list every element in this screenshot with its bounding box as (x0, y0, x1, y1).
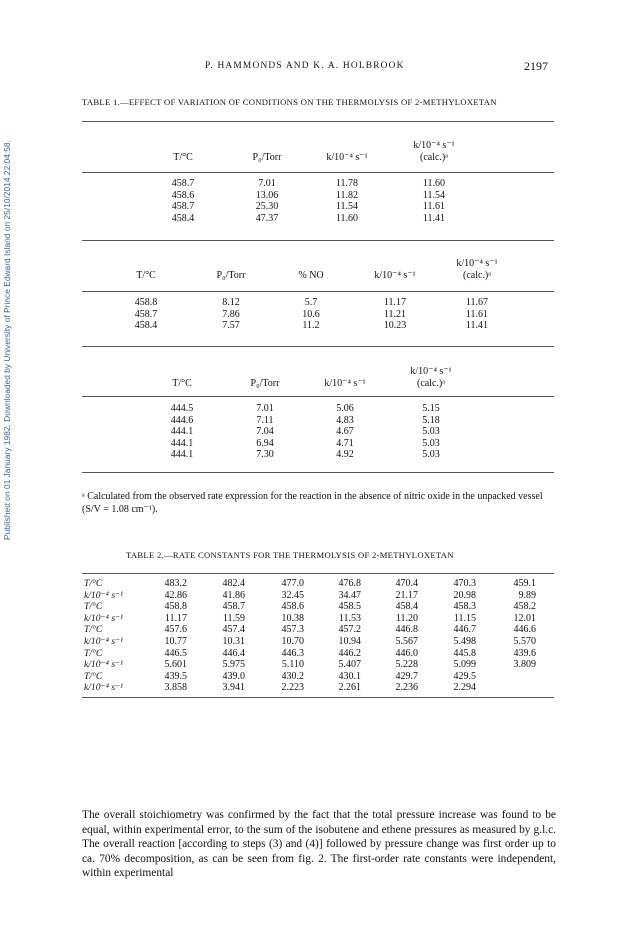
table1-cell: 11.54 (335, 201, 359, 212)
table1-cell: 5.7 (304, 297, 318, 308)
table2-cell: 458.5 (338, 601, 361, 613)
table2-cell: 5.601 (164, 659, 187, 671)
table1-cell: 5.03 (422, 437, 440, 449)
publication-note: Published on 01 January 1982. Downloaded by University of Prince Edward Island on 25/10/2014 22:04:58. (2, 140, 12, 540)
table1-cell: 11.2 (302, 320, 320, 331)
page-number: 2197 (524, 59, 548, 73)
table1-cell: 11.17 (383, 297, 407, 308)
column-header-calc: (calc.)ᵃ (463, 270, 491, 281)
table2-cell: 470.4 (395, 578, 418, 589)
table2-cell: 3.809 (513, 659, 536, 671)
table-rule (82, 240, 554, 241)
table1-cell: 444.1 (170, 426, 194, 437)
table2-cell: 446.8 (395, 624, 418, 636)
table2-cell: 5.110 (281, 659, 304, 671)
row-label: k/10⁻⁴ s⁻¹ (84, 659, 123, 671)
table1-cell: 458.6 (171, 189, 195, 201)
table1-caption: TABLE 1.—EFFECT OF VARIATION OF CONDITIONS ON THE THERMOLYSIS OF 2-METHYLOXETAN (82, 97, 497, 107)
table1-cell: 4.71 (336, 437, 354, 449)
table2-cell: 2.223 (281, 682, 304, 694)
column-header-calc: (calc.)ᵃ (420, 152, 448, 163)
column-header: P₀/Torr (252, 152, 282, 163)
row-label: T/°C (84, 624, 103, 636)
table2-cell: 430.1 (338, 670, 361, 682)
body-paragraph-text: The overall stoichiometry was confirmed by the fact that the total pressure increase was found to be equal, within experimental error, to the sum of the isobutene and ethene pressures as measured by g.l.c. The overall reaction [according to steps (3) and (4)] followed by pressure change was first order up to ca. 70% decomposition, as can be seen from fig. 2. The first-order rate constants were independent, within experimental (82, 809, 556, 880)
table2-cell: 11.15 (453, 612, 476, 624)
table1-cell: 11.82 (335, 189, 359, 201)
table1-cell: 7.01 (258, 178, 276, 189)
column-header: k/10⁻⁴ s⁻¹ (326, 152, 368, 163)
table1-cell: 444.6 (170, 414, 194, 426)
column-header-calc: (calc.)ᵃ (417, 378, 445, 389)
table1-cell: 11.21 (383, 308, 407, 320)
table1-cell: 11.61 (422, 201, 446, 212)
table1-cell: 458.8 (134, 297, 158, 308)
table1-cell: 11.67 (465, 297, 489, 308)
table1-cell: 11.78 (335, 178, 359, 189)
table1-cell: 4.67 (336, 426, 354, 437)
table1-cell: 11.61 (465, 308, 489, 320)
table2-cell: 5.407 (338, 659, 361, 671)
table2-cell: 5.570 (513, 636, 536, 647)
table2-cell: 446.5 (164, 647, 187, 659)
table1-cell: 10.23 (383, 320, 407, 331)
table-rule (82, 697, 554, 698)
table2-cell: 457.3 (281, 624, 304, 636)
table2-cell: 458.8 (164, 601, 187, 613)
table-rule (82, 291, 554, 292)
table-rule (82, 472, 554, 473)
table2-cell: 2.236 (395, 682, 418, 694)
table2-cell: 10.94 (338, 636, 361, 647)
table1-cell: 458.4 (134, 320, 158, 331)
table1-cell: 7.86 (222, 308, 240, 320)
column-header: P₀/Torr (216, 270, 246, 281)
column-header: k/10⁻⁴ s⁻¹ (456, 258, 498, 269)
row-label: T/°C (84, 578, 103, 589)
table-rule (82, 573, 554, 574)
table2-cell: 446.4 (222, 647, 245, 659)
table1-cell: 7.57 (222, 320, 240, 331)
table2-caption: TABLE 2.—RATE CONSTANTS FOR THE THERMOLYSIS OF 2-METHYLOXETAN (126, 550, 454, 560)
table2-cell: 5.099 (453, 659, 476, 671)
table2-cell: 41.86 (222, 589, 245, 601)
table1-cell: 11.60 (335, 212, 359, 224)
table2-cell: 5.228 (395, 659, 418, 671)
table2-cell: 458.4 (395, 601, 418, 613)
table2-cell: 11.53 (338, 612, 361, 624)
table2-cell: 439.6 (513, 647, 536, 659)
table1-cell: 7.30 (256, 449, 274, 460)
table1-cell: 444.1 (170, 437, 194, 449)
table1-footnote: ᵃ Calculated from the observed rate expression for the reaction in the absence of nitric oxide in the unpacked vessel (S/V = 1.08 cm⁻¹). (82, 491, 543, 515)
table2-cell: 439.5 (164, 670, 187, 682)
table2-cell: 5.498 (453, 636, 476, 647)
table1-cell: 10.6 (302, 308, 320, 320)
running-head-authors: P. HAMMONDS AND K. A. HOLBROOK (205, 61, 405, 71)
column-header: k/10⁻⁴ s⁻¹ (413, 140, 455, 151)
column-header: T/°C (136, 270, 156, 281)
column-header: % NO (298, 270, 324, 281)
table2-cell: 458.3 (453, 601, 476, 613)
table2-cell: 20.98 (453, 589, 476, 601)
column-header: k/10⁻⁴ s⁻¹ (410, 366, 452, 377)
column-header: P₀/Torr (250, 378, 280, 389)
row-label: k/10⁻⁴ s⁻¹ (84, 589, 123, 601)
table1-cell: 458.7 (171, 178, 195, 189)
table2-cell: 439.0 (222, 670, 245, 682)
table1-cell: 458.7 (171, 201, 195, 212)
table2-cell: 458.6 (281, 601, 304, 613)
row-label: k/10⁻⁴ s⁻¹ (84, 612, 123, 624)
table2-cell: 10.70 (281, 636, 304, 647)
table1-cell: 11.60 (422, 178, 446, 189)
table2-cell: 459.1 (513, 578, 536, 589)
table2-cell: 429.7 (395, 670, 418, 682)
table1-cell: 5.18 (422, 414, 440, 426)
table2-cell: 446.0 (395, 647, 418, 659)
table1-cell: 47.37 (255, 212, 279, 224)
table2-cell: 446.7 (453, 624, 476, 636)
row-label: T/°C (84, 670, 103, 682)
table2-cell: 42.86 (164, 589, 187, 601)
table2-cell: 32.45 (281, 589, 304, 601)
table2-cell: 458.2 (513, 601, 536, 613)
table1-cell: 5.03 (422, 426, 440, 437)
table2-cell: 482.4 (222, 578, 245, 589)
column-header: k/10⁻⁴ s⁻¹ (324, 378, 366, 389)
table2-cell: 3.858 (164, 682, 187, 694)
column-header: k/10⁻⁴ s⁻¹ (374, 270, 416, 281)
table2-cell: 12.01 (513, 612, 536, 624)
table1-cell: 13.06 (255, 189, 279, 201)
table2-cell: 458.7 (222, 601, 245, 613)
row-label: T/°C (84, 601, 103, 613)
table2-cell: 470.3 (453, 578, 476, 589)
table1-cell: 11.41 (422, 212, 446, 224)
table2-cell: 10.31 (222, 636, 245, 647)
table2-cell: 10.77 (164, 636, 187, 647)
table2-cell: 483.2 (164, 578, 187, 589)
row-label: k/10⁻⁴ s⁻¹ (84, 682, 123, 694)
table1-cell: 4.92 (336, 449, 354, 460)
table1-cell: 7.04 (256, 426, 274, 437)
table1-cell: 25.30 (255, 201, 279, 212)
table-rule (82, 121, 554, 122)
table2-cell: 446.3 (281, 647, 304, 659)
table1-cell: 6.94 (256, 437, 274, 449)
table1-cell: 8.12 (222, 297, 240, 308)
table1-cell: 5.06 (336, 403, 354, 414)
table2-cell: 10.38 (281, 612, 304, 624)
table2-cell: 457.2 (338, 624, 361, 636)
table2-cell: 3.941 (222, 682, 245, 694)
table-rule (82, 396, 554, 397)
table2-cell: 446.2 (338, 647, 361, 659)
table1-cell: 11.54 (422, 189, 446, 201)
body-paragraph (82, 808, 556, 881)
table1-cell: 7.11 (256, 414, 274, 426)
table-rule (82, 346, 554, 347)
table1-cell: 5.03 (422, 449, 440, 460)
table2-cell: 2.261 (338, 682, 361, 694)
column-header: T/°C (173, 152, 193, 163)
table2-cell: 11.20 (395, 612, 418, 624)
table2-cell: 9.89 (518, 589, 536, 601)
table1-cell: 11.41 (465, 320, 489, 331)
table2-cell: 476.8 (338, 578, 361, 589)
table2-cell: 34.47 (338, 589, 361, 601)
table2-cell: 2.294 (453, 682, 476, 694)
table1-cell: 4.83 (336, 414, 354, 426)
table2-cell: 21.17 (395, 589, 418, 601)
table2-cell: 445.8 (453, 647, 476, 659)
row-label: T/°C (84, 647, 103, 659)
table1-cell: 458.4 (171, 212, 195, 224)
table1-cell: 5.15 (422, 403, 440, 414)
table2-cell: 477.0 (281, 578, 304, 589)
table2-cell: 457.4 (222, 624, 245, 636)
table2-cell: 11.17 (164, 612, 187, 624)
table2-cell: 430.2 (281, 670, 304, 682)
table2-cell: 457.6 (164, 624, 187, 636)
row-label: k/10⁻⁴ s⁻¹ (84, 636, 123, 647)
table1-cell: 444.1 (170, 449, 194, 460)
table2-cell: 5.567 (395, 636, 418, 647)
table2-cell: 11.59 (222, 612, 245, 624)
table-rule (82, 172, 554, 173)
table1-cell: 444.5 (170, 403, 194, 414)
table2-cell: 5.975 (222, 659, 245, 671)
column-header: T/°C (172, 378, 192, 389)
table2-cell: 429.5 (453, 670, 476, 682)
table1-cell: 7.01 (256, 403, 274, 414)
table2-cell: 446.6 (513, 624, 536, 636)
table1-cell: 458.7 (134, 308, 158, 320)
